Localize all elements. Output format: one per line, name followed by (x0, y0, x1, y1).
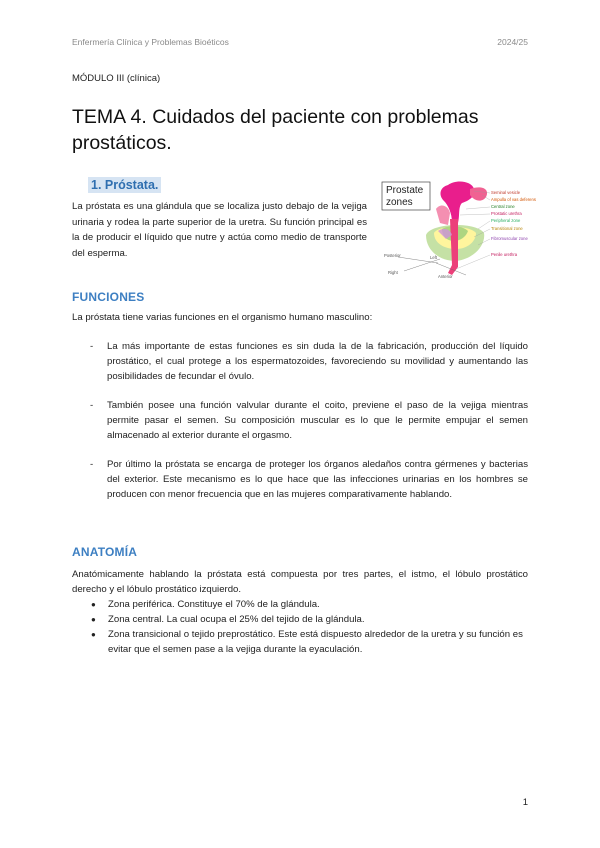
anatomia-intro: Anatómicamente hablando la próstata está compuesta por tres partes, el istmo, el lóbulo prostático derecho y el lóbulo prostático izquierdo. (72, 569, 528, 595)
list-item (91, 627, 528, 657)
funcion-3-text: Por último la próstata se encarga de proteger los órganos aledaños contra gérmenes y bacterias del exterior. Este mecanismo es lo que hace que las infecciones urinarias en los hombres se producen con menor frecuencia que en las mujeres comparativamente hablando. (107, 459, 528, 500)
axis-right: Right (388, 270, 398, 275)
figure-title-line2: zones (386, 197, 413, 208)
bullet-marker: ● (91, 600, 96, 609)
axis-left: Left (430, 255, 437, 260)
list-item (91, 612, 528, 627)
header-right: 2024/25 (497, 37, 528, 47)
funcion-2-text: También posee una función valvular durante el coito, previene el paso de la vejiga mientras permite pasar el semen. Su composición muscular es lo que le permite empujar el semen almacenado al exterior durante el orgasmo. (107, 400, 528, 441)
axis-anterior: Anterior (438, 274, 453, 279)
funciones-intro: La próstata tiene varias funciones en el organismo humano masculino: (72, 312, 373, 323)
label-fibromuscular-zone: Fibromuscular zone (491, 236, 528, 241)
bullet-marker: ● (91, 615, 96, 624)
dash-marker: - (90, 341, 94, 352)
label-prostatic-urethra: Prostatic urethra (491, 211, 522, 216)
figure-title-line1: Prostate (386, 185, 424, 196)
page-title: TEMA 4. Cuidados del paciente con problemas prostáticos. (72, 106, 479, 154)
label-ampulla: Ampulla of vas deferens (491, 197, 536, 202)
heading-funciones: FUNCIONES (72, 290, 145, 304)
funcion-1-text: La más importante de estas funciones es sin duda la de la fabricación, producción del líquido prostático, el cual protege a los espermatozoides, favoreciendo su movilidad y aumentando las posibilidades de fecundar el óvulo. (107, 341, 528, 382)
list-item (91, 457, 528, 502)
page-number: 1 (522, 797, 528, 808)
list-item (91, 597, 528, 612)
dash-marker: - (90, 459, 94, 470)
label-penile-urethra: Penile urethra (491, 252, 518, 257)
bullet-marker: ● (91, 630, 96, 639)
module-label: MÓDULO III (clínica) (72, 73, 161, 84)
axis-posterior: Posterior (384, 253, 401, 258)
label-peripheral-zone: Peripheral zone (491, 218, 521, 223)
header-left: Enfermería Clínica y Problemas Bioéticos (72, 37, 229, 47)
label-central-zone: Central zone (491, 204, 515, 209)
zona-periferica-text: Zona periférica. Constituye el 70% de la glándula. (108, 599, 320, 610)
list-item (91, 339, 528, 384)
zona-transicional-text: Zona transicional o tejido preprostático. Este está dispuesto alrededor de la uretra y su función es evitar que el semen pase a la vejiga durante la eyaculación. (108, 629, 523, 655)
heading-anatomia: ANATOMÍA (72, 545, 138, 559)
prostate-zones-figure (378, 179, 536, 279)
zona-central-text: Zona central. La cual ocupa el 25% del tejido de la glándula. (108, 614, 365, 625)
section-heading-prostata: 1. Próstata. (88, 177, 161, 193)
intro-paragraph: La próstata es una glándula que se localiza justo debajo de la vejiga urinaria y rodea la parte superior de la uretra. Su función principal es la de producir el líquido que nutre y actúa como medio de transporte del esperma. (72, 201, 367, 259)
list-item (91, 398, 528, 443)
label-seminal-vesicle: Seminal vesicle (491, 190, 521, 195)
dash-marker: - (90, 400, 94, 411)
label-transitional-zone: Transitional zone (491, 226, 523, 231)
